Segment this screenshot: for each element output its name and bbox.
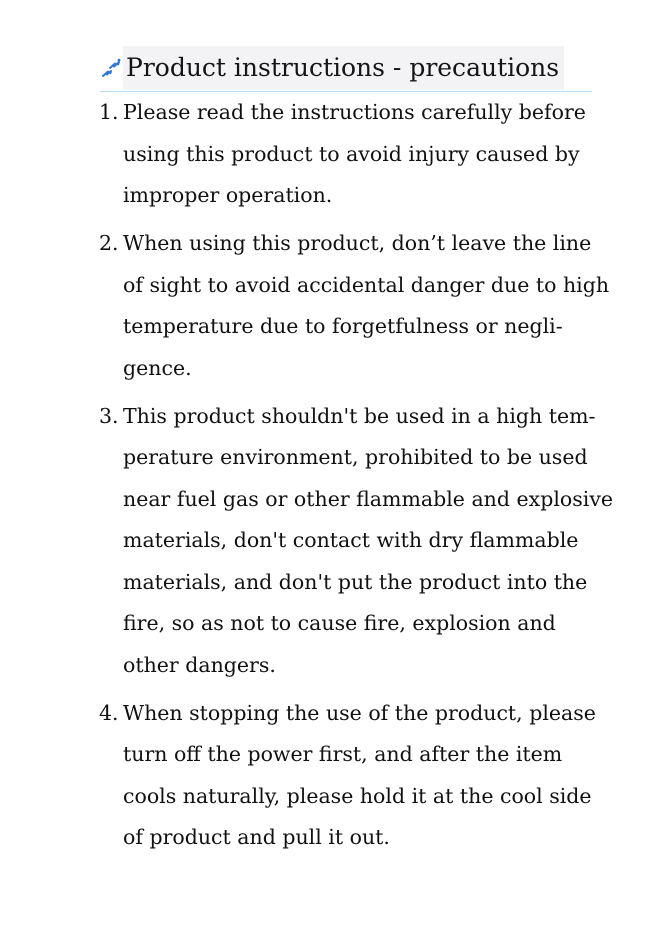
item-text-line: Please read the instructions carefully before xyxy=(123,100,586,124)
item-text-line: perature environment, prohibited to be used xyxy=(123,445,588,469)
item-text-line: improper operation. xyxy=(123,183,333,207)
item-text-line: materials, don't contact with dry flammable xyxy=(123,528,579,552)
list-item xyxy=(99,693,599,859)
item-text-line: other dangers. xyxy=(123,652,276,677)
page-title: Product instructions - precautions xyxy=(123,46,564,90)
item-text-line: turn off the power first, and after the item xyxy=(123,742,563,766)
item-text-line: near fuel gas or other flammable and explosive xyxy=(123,486,614,511)
item-number: 4. xyxy=(99,700,119,725)
item-number: 3. xyxy=(99,403,119,428)
item-text-line: using this product to avoid injury caused by xyxy=(123,141,580,166)
precautions-list xyxy=(99,92,614,865)
item-text-line: cools naturally, please hold it at the cool side xyxy=(123,783,592,808)
item-text-line: When stopping the use of the product, please xyxy=(123,700,596,725)
item-text-line: fire, so as not to cause fire, explosion and xyxy=(123,611,556,635)
item-text-line: gence. xyxy=(123,355,192,380)
list-item xyxy=(99,223,610,389)
item-text-line: temperature due to forgetfulness or negli- xyxy=(123,314,563,338)
item-text-line: of sight to avoid accidental danger due to high xyxy=(123,272,610,297)
item-text-line: This product shouldn't be used in a high tem- xyxy=(123,403,596,428)
list-item xyxy=(99,92,599,217)
item-text-line: When using this product, don’t leave the line xyxy=(123,231,592,255)
section-header xyxy=(100,44,592,92)
item-text-line: of product and pull it out. xyxy=(123,825,390,849)
item-text-line: materials, and don't put the product into the xyxy=(123,569,588,594)
item-number: 1. xyxy=(99,100,119,124)
item-number: 2. xyxy=(99,231,119,255)
list-item xyxy=(99,396,614,687)
lightning-spark-icon xyxy=(102,58,122,80)
